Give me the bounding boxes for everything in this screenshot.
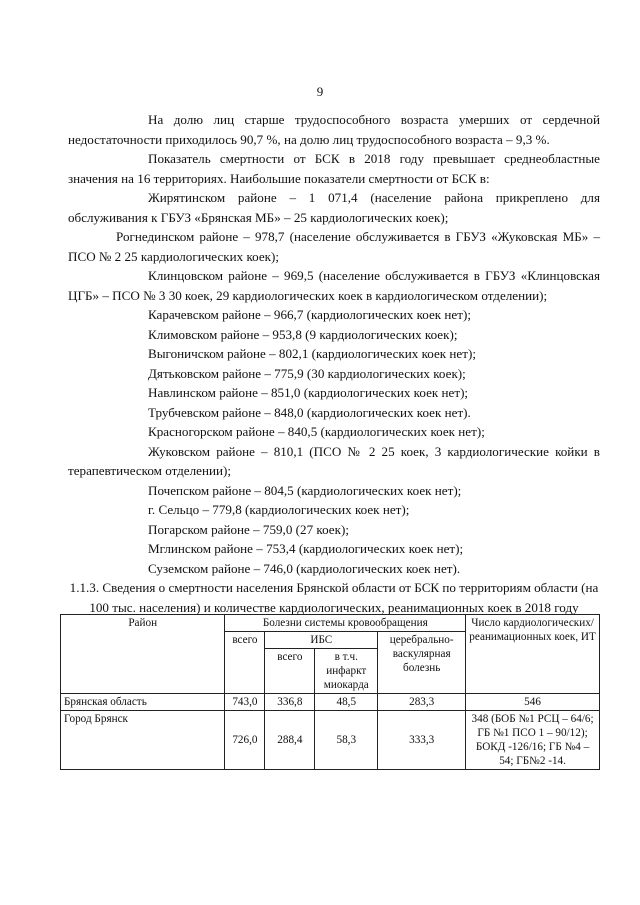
cell-beds: 546 [466, 694, 600, 711]
header-cvd: церебрально-васкулярная болезнь [378, 632, 466, 694]
header-ibs-total: всего [265, 649, 315, 694]
section-heading: 1.1.3. Сведения о смертности населения Брянской области от БСК по территориям области (на 100 тыс. населения) и количестве кардиологических, реанимационных коек в 2018 году [69, 580, 599, 615]
cell-region: Брянская область [61, 694, 225, 711]
mortality-table [60, 614, 600, 770]
cell-cvd: 333,3 [378, 711, 466, 770]
cell-mi: 58,3 [315, 711, 378, 770]
territory-item: Красногорском районе – 840,5 (кардиологических коек нет); [148, 424, 485, 439]
territory-item: Жуковском районе – 810,1 (ПСО № 2 25 коек, 3 кардиологические койки в терапевтическом отделении); [68, 443, 600, 478]
territory-item: Суземском районе – 746,0 (кардиологических коек нет). [148, 560, 461, 576]
table-row [61, 694, 600, 711]
territory-item: Погарском районе – 759,0 (27 коек); [148, 521, 349, 537]
paragraph-elderly-share: На долю лиц старше трудоспособного возраста умерших от сердечной недостаточности приходилось 90,7 %, на долю лиц трудоспособного возраста – 9,3 %. [68, 112, 600, 147]
body-text [68, 110, 600, 617]
header-bsk: Болезни системы кровообращения [225, 615, 466, 632]
table-row [61, 711, 600, 770]
territory-item: Трубчевском районе – 848,0 (кардиологических коек нет). [148, 404, 471, 420]
cell-total: 726,0 [225, 711, 265, 770]
cell-total: 743,0 [225, 694, 265, 711]
territory-item: Навлинском районе – 851,0 (кардиологических коек нет); [148, 385, 469, 400]
territory-item: Климовском районе – 953,8 (9 кардиологических коек); [148, 326, 458, 342]
territory-item: Почепском районе – 804,5 (кардиологических коек нет); [148, 482, 462, 498]
cell-region: Город Брянск [61, 711, 225, 770]
territory-item: Клинцовском районе – 969,5 (население обслуживается в ГБУЗ «Клинцовская ЦГБ» – ПСО № 3 30 коек, 29 кардиологических коек в кардиологическом отделении); [68, 268, 600, 303]
cell-ibs: 288,4 [265, 711, 315, 770]
territory-item: Рогнединском районе – 978,7 (население обслуживается в ГБУЗ «Жуковская МБ» – ПСО № 2 25 кардиологических коек); [68, 229, 600, 264]
header-beds: Число кардиологических/ реанимационных коек, ИТ [466, 615, 600, 694]
page-number: 9 [316, 84, 324, 99]
cell-cvd: 283,3 [378, 694, 466, 711]
territory-item: Жирятинском районе – 1 071,4 (население района прикреплено для обслуживания к ГБУЗ «Брянская МБ» – 25 кардиологических коек); [68, 190, 600, 225]
territory-item: Выгоничском районе – 802,1 (кардиологических коек нет); [148, 346, 476, 361]
cell-mi: 48,5 [315, 694, 378, 711]
territory-item: г. Сельцо – 779,8 (кардиологических коек нет); [148, 502, 410, 517]
territory-item: Мглинском районе – 753,4 (кардиологических коек нет); [148, 541, 464, 556]
table-header-row [61, 615, 600, 632]
cell-ibs: 336,8 [265, 694, 315, 711]
header-mi: в т.ч. инфаркт миокарда [315, 649, 378, 694]
header-ibs: ИБС [265, 632, 378, 649]
territory-item: Дятьковском районе – 775,9 (30 кардиологических коек); [148, 365, 466, 381]
paragraph-territories-intro: Показатель смертности от БСК в 2018 году превышает среднеобластные значения на 16 территориях. Наибольшие показатели смертности от БСК в: [68, 151, 600, 186]
cell-beds: 348 (БОБ №1 РСЦ – 64/6; ГБ №1 ПСО 1 – 90/12); БОКД -126/16; ГБ №4 – 54; ГБ№2 -14. [466, 711, 600, 770]
header-total: всего [225, 632, 265, 694]
territory-item: Карачевском районе – 966,7 (кардиологических коек нет); [148, 307, 471, 322]
header-region: Район [61, 615, 225, 694]
